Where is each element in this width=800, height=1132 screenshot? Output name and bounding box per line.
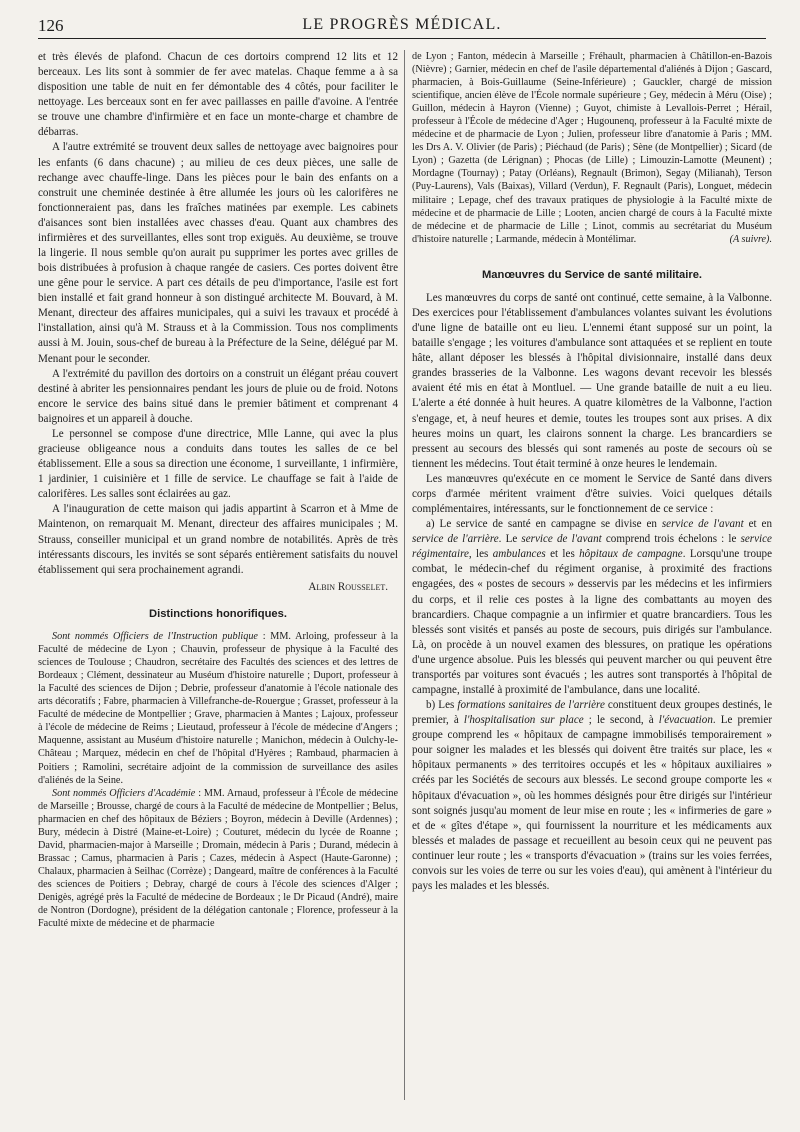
author-signature: Albin Rousselet. xyxy=(308,580,388,593)
running-title: LE PROGRÈS MÉDICAL. xyxy=(302,16,502,33)
asile-paragraph-4: Le personnel se compose d'une directrice, Mlle Lanne, qui avec la plus gracieuse obligeance nous a conduits dans toutes les salles de ce bel établissement. Elle a sous sa direction une économe, 1 surveillante, 1 infirmière, 1 jardinier, 1 cuisinière et 1 fille de service. Le chauffage se fait à l'aide de calorifères. Les salles sont éclairées au gaz. xyxy=(38,427,398,501)
manoeuvres-paragraph-1: Les manœuvres du corps de santé ont continué, cette semaine, à la Valbonne. Des exercices pour l'établissement d'ambulances volantes suivant les évolutions d'une ligne de bataille ont eu lieu. L'ennemi étant supposé sur un point, la bataille s'engage ; les voitures d'ambulance sont attaquées et se replient en toute hâte, allant déposer les blessés à l'hôpital divisionnaire, installé dans deux grandes brasseries de la Valbonne. Les wagons devant recevoir les blessés avaient été mis en état à Montluel. — Une grande bataille de nuit a eu lieu. L'alerte a été donnée à huit heures. A quatre kilomètres de la Valbonne, l'action s'engage, et, à neuf heures et demie, toutes les troupes sont aux prises. A dix heures moins un quart, les clairons sonnent la charge. Les brancardiers se pressent au secours des blessés qui sont ramenés au poste de secours où se tiennent les médecins. Tout était terminé à onze heures le lendemain. xyxy=(412,291,772,470)
distinction-label-instruction: Sont nommés Officiers de l'Instruction publique xyxy=(52,631,258,643)
a-suivre-note: (A suivre). xyxy=(729,233,772,245)
italic-run: l'évacuation xyxy=(658,714,713,727)
page-number: 126 xyxy=(38,16,64,35)
left-column xyxy=(38,50,398,1120)
italic-run: service de l'arrière xyxy=(412,533,499,546)
manoeuvres-paragraph-a xyxy=(412,517,772,698)
italic-run: ambulances xyxy=(492,548,546,561)
distinctions-instruction-publique xyxy=(38,630,398,787)
asile-paragraph-3: A l'extrémité du pavillon des dortoirs on a construit un élégant préau couvert destiné à abriter les pensionnaires pendant les jours de pluie ou de froid. Notons encore le service des bains situé dans le premier bâtiment et comprenant 4 baignoires et un appareil à douche. xyxy=(38,367,398,425)
italic-run: l'hospitalisation sur place xyxy=(463,714,584,727)
asile-paragraph-5: A l'inauguration de cette maison qui jadis appartint à Scarron et à Mme de Maintenon, on remarquait M. Menant, directeur des affaires municipales ; M. Strauss, conseiller municipal et un grand nombre de notabilités. Après de très intéressants discours, les invités se sont séparés entièrement satisfaits du nouvel établissement qui sera prochainement agrandi. xyxy=(38,503,398,576)
page-header xyxy=(38,14,766,39)
right-column xyxy=(412,50,772,1120)
distinction-list-instruction: : MM. Arloing, professeur à la Faculté de médecine de Lyon ; Chauvin, professeur de physique à la Faculté des sciences de Toulouse ; Chaudron, secrétaire des Facultés des sciences et des lettres de Bordeaux ; Clément, dessinateur au Muséum d'histoire naturelle ; Duport, professeur à la Faculté des sciences de Dijon ; Debrie, professeur d'anatomie à l'école nationale des arts décoratifs ; Fabre, pharmacien à Villefranche-de-Rouergue ; Grasset, professeur à la Faculté de médecine de Montpellier ; Grave, pharmacien à Mantes ; Lajoux, professeur à l'école de médecine de Reims ; Lieutaud, professeur à l'école de médecine d'Angers ; Maquenne, assistant au Muséum d'histoire naturelle ; Manichon, médecin à Oulchy-le-Château ; Marquez, médecin en chef de l'hôpital d'Hyères ; Rambaud, pharmacien à Poitiers ; Ramolini, secrétaire adjoint de la commission de surveillance des asiles d'aliénés de la Seine. xyxy=(38,631,398,786)
distinction-list-academie-cont: de Lyon ; Fanton, médecin à Marseille ; Fréhault, pharmacien à Châtillon-en-Bazois (Nièvre) ; Garnier, médecin en chef de l'asile départemental d'aliénés à Dijon ; Gascard, pharmacien, à Bois-Guillaume (Seine-Inférieure) ; Gauckler, chargé de mission scientifique, ancien élève de l'École normale supérieure ; Gey, médecin à Méru (Oise) ; Guillon, médecin à Hayron (Vienne) ; Guyot, chimiste à Levallois-Perret ; Hérail, professeur à l'École de médecine d'Ager ; Hugounenq, professeur à la Faculté mixte de médecine et de pharmacie de Lyon ; Julien, professeur libre d'anatomie à Paris ; MM. les Drs A. V. Olivier (de Paris) ; Piéchaud (de Paris) ; Sène (de Montpellier) ; Sicard (de Lyon) ; Gazetta (de Lérignan) ; Phocas (de Lille) ; Limouzin-Lamotte (Meunent) ; Mordagne (Tournay) ; Patay (Orléans), Regnault (Brimon), Segay (Milianah), Terson (Puy-Laurens), Vals (Baixas), Villard (Verdun), F. Regnault (Paris), Longuet, médecin militaire ; Lepage, chef des travaux pratiques de physiologie à la Faculté mixte de médecine et de pharmacie de Lille ; Looten, ancien chargé de cours à la Faculté mixte de médecine et de pharmacie de Lille ; Linot, commis au secrétariat du Muséum d'histoire naturelle ; Larmande, médecin à Montélimar. xyxy=(412,51,772,245)
section-title-manoeuvres: Manœuvres du Service de santé militaire. xyxy=(481,268,703,281)
manoeuvres-paragraph-2: Les manœuvres qu'exécute en ce moment le Service de Santé dans divers corps d'armée méritent vraiment d'être suivies. Voici quelques détails complémentaires, intéressants, sur le fonctionnement de ce service : xyxy=(412,472,772,516)
text-run: ; le second, à xyxy=(583,714,659,727)
text-run: , les xyxy=(468,548,493,561)
manoeuvres-paragraph-b xyxy=(412,698,772,894)
distinction-list-academie: : MM. Arnaud, professeur à l'École de médecine de Marseille ; Brousse, chargé de cours à la Faculté de médecine de Montpellier ; Belus, pharmacien en chef des hôpitaux de Béziers ; Boyron, médecin à Deville (Ardennes) ; Bury, médecin à Distré (Maine-et-Loire) ; Couturet, médecin du lycée de Roanne ; David, pharmacien-major à Marseille ; Dromain, médecin à Paris ; Durand, médecin à Brassac ; Camus, pharmacien à Paris ; Cazes, médecin à Aspect (Haute-Garonne) ; Chalaux, pharmacien à Seilhac (Corrèze) ; Dangeard, maître de conférences à la Faculté des sciences de Poitiers ; Debray, chargé de cours à l'école des sciences d'Alger ; Denigès, agrégé près la Faculté de médecine de Bordeaux ; le Dr Picaud (André), maire de Nontron (Dordogne), président de la délégation cantonale ; Florence, professeur à la Faculté mixte de médecine et de pharmacie xyxy=(38,787,398,930)
distinction-label-academie: Sont nommés Officiers d'Académie xyxy=(52,787,196,799)
italic-run: hôpitaux de campagne xyxy=(579,548,683,561)
italic-run: service régimentaire xyxy=(412,533,772,561)
asile-paragraph-2: A l'autre extrémité se trouvent deux salles de nettoyage avec baignoires pour les enfants (6 dans chacune) ; au milieu de ces deux pièces, une salle de rechange avec chauffe-linge. Dans les pièces pour le bain des enfants on a construit une cheminée destinée à être allumée les jours où les calorifères ne fonctionneraient pas, dans les fraîches matinées par exemple. Les cabinets d'aisances sont bien installées avec chasses d'eau. Quant aux chambres des infirmières et des surveillantes, elles sont trop exiguës. Au deuxième, se trouve la lingerie. Il nous semble qu'on aurait pu supprimer les portes avec grilles de bois distribuées à profusion à chaque rangée de casiers. Ces portes doivent être une gêne pour le service. A part ces détails de peu d'importance, l'asile est fort bien installé et fait grand honneur à son distingué architecte M. Bouvard, à M. Menant, directeur des affaires municipales, qui a suivi les travaux et procédé à l'installation, ainsi qu'à M. Strauss et à la Commission. Tous nos compliments aussi à M. Jouin, sous-chef de bureau à la Préfecture de la Seine, délégué par M. Menant pour le seconder. xyxy=(38,141,398,365)
italic-run: formations sanitaires de l'arrière xyxy=(457,699,605,712)
distinctions-academie xyxy=(38,787,398,931)
text-run: . Lorsqu'une troupe combat, le médecin-chef du régiment organise, à proximité des fractions engagées, des « postes de secours » desservis par les médecins et les infirmiers du corps, et il relie ces postes à la ligne des combattants au moyen des brancardiers. Chaque compagnie a un infirmier et quatre brancardiers. Tous les blessés sont visités et pansés au poste de secours, puis dirigés sur l'ambulance. Là, on procède à un nouvel examen des blessures, on pratique les opérations d'une urgence absolue. Puis les blessés qui peuvent marcher ou qui peuvent être transportés par voitures sont évacués ; les autres sont transportés à l'hôpital de campagne, installé à proximité de l'ambulance, dans une localité. xyxy=(412,548,772,696)
italic-run: service de l'avant xyxy=(521,533,602,546)
distinctions-academie-continued xyxy=(412,50,772,246)
text-run: a) Le service de santé en campagne se divise en xyxy=(426,518,662,531)
section-title-distinctions: Distinctions honorifiques. xyxy=(149,607,287,620)
text-run: et en xyxy=(743,518,772,531)
column-rule xyxy=(404,50,405,1100)
text-run: . Le xyxy=(498,533,522,546)
text-run: et les xyxy=(545,548,580,561)
italic-run: service de l'avant xyxy=(661,518,744,531)
text-run: comprend trois échelons : le xyxy=(601,533,741,546)
asile-paragraph-1: et très élevés de plafond. Chacun de ces dortoirs comprend 12 lits et 12 berceaux. Les lits sont à sommier de fer avec matelas. Chaque femme a à sa disposition une table de nuit en fer démontable des 4 côtés, pour faciliter le nettoyage. Les berceaux sont en fer avec paillasses en paille d'avoine. A l'entrée se trouve une chambre d'infirmière et en face un monte-charge et chambre de débarras. xyxy=(38,51,398,139)
text-run: . Le premier groupe comprend les « hôpitaux de campagne immobilisés temporairement » pour soigner les malades et les blessés qui doivent être traités sur place, les « hôpitaux permanents » des territoires occupés et les « hôpitaux auxiliaires » créés par les Sociétés de secours aux blessés. Le second groupe comporte les « hôpitaux d'évacuation », où les hommes désignés pour être dirigés sur l'intérieur sont soignés jusqu'au moment de leur mise en route ; les « infirmeries de gare » et de « gîtes d'étape », qui fournissent la nourriture et les médicaments aux blessés et malades de passage et recueillent au besoin ceux qui ne peuvent pas continuer leur route ; les « transports d'évacuation » (trains sur les voies ferrées, convois sur les voies de terre ou sur les voies d'eau), qui amènent à l'intérieur du pays les malades et les blessés. xyxy=(412,714,772,892)
text-run: b) Les xyxy=(426,699,458,712)
text-run: constituent deux groupes destinés, le premier, à xyxy=(412,699,772,727)
